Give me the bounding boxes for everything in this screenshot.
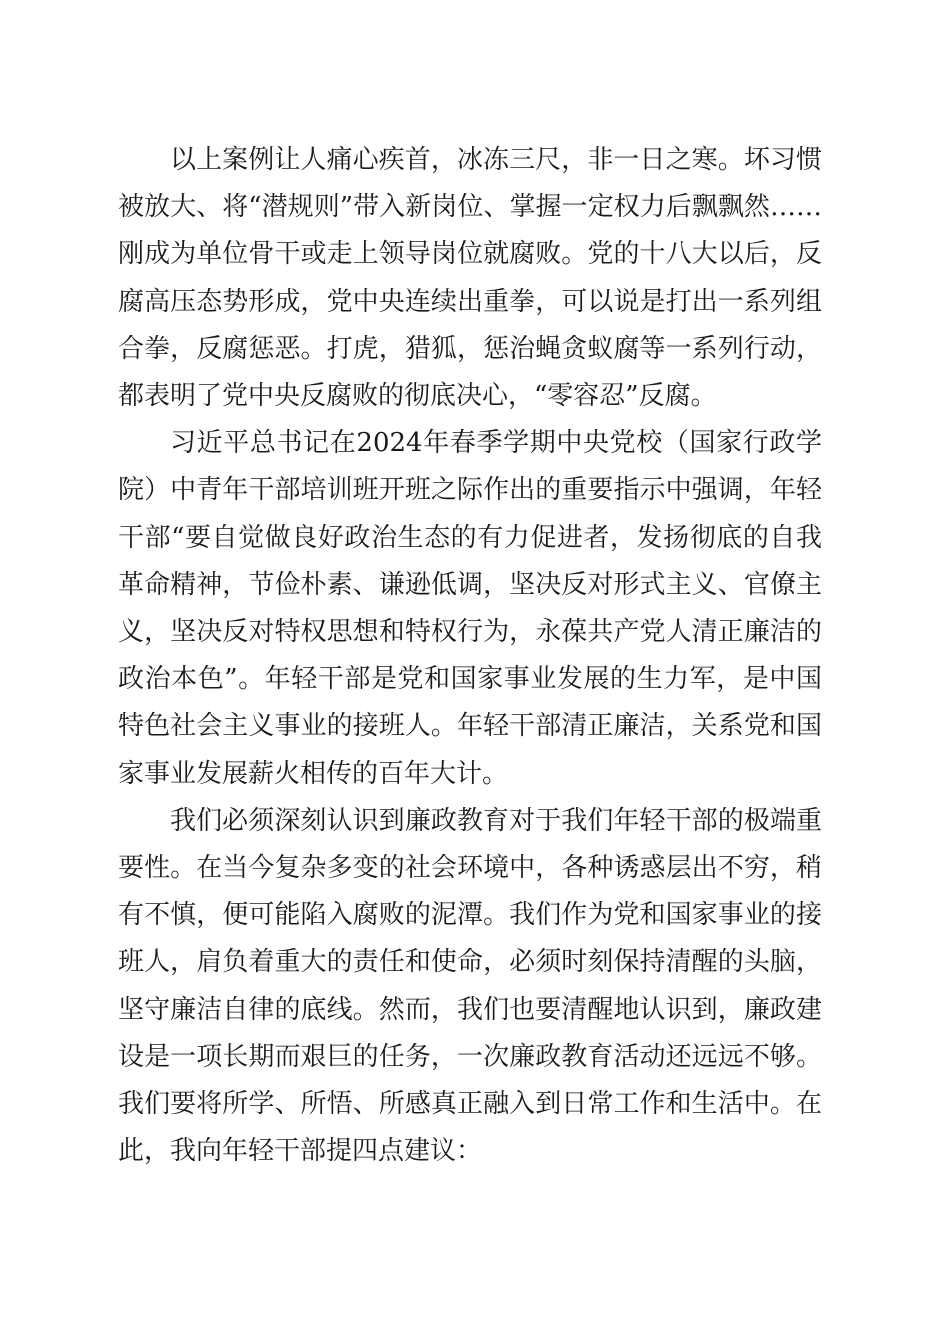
paragraph-xi-instruction: 习近平总书记在2024年春季学期中央党校（国家行政学院）中青年干部培训班开班之际作出的重要指示中强调，年轻干部“要自觉做良好政治生态的有力促进者，发扬彻底的自我革命精神，节俭朴素、谦逊低调，坚决反对形式主义、官僚主义，坚决反对特权思想和特权行为，永葆共产党人清正廉洁的政治本色”。年轻干部是党和国家事业发展的生力军，是中国特色社会主义事业的接班人。年轻干部清正廉洁，关系党和国家事业发展薪火相传的百年大计。 [118, 428, 822, 789]
document-body [118, 137, 822, 1175]
paragraph-anti-corruption-cases: 以上案例让人痛心疾首，冰冻三尺，非一日之寒。坏习惯被放大、将“潜规则”带入新岗位、掌握一定权力后飘飘然……刚成为单位骨干或走上领导岗位就腐败。党的十八大以后，反腐高压态势形成，党中央连续出重拳，可以说是打出一系列组合拳，反腐惩恶。打虎，猎狐，惩治蝇贪蚁腐等一系列行动，都表明了党中央反腐败的彻底决心，“零容忍”反腐。 [118, 145, 822, 412]
paragraph-integrity-education: 我们必须深刻认识到廉政教育对于我们年轻干部的极端重要性。在当今复杂多变的社会环境中，各种诱惑层出不穷，稍有不慎，便可能陷入腐败的泥潭。我们作为党和国家事业的接班人，肩负着重大的责任和使命，必须时刻保持清醒的头脑，坚守廉洁自律的底线。然而，我们也要清醒地认识到，廉政建设是一项长期而艰巨的任务，一次廉政教育活动还远远不够。我们要将所学、所悟、所感真正融入到日常工作和生活中。在此，我向年轻干部提四点建议： [118, 805, 822, 1167]
